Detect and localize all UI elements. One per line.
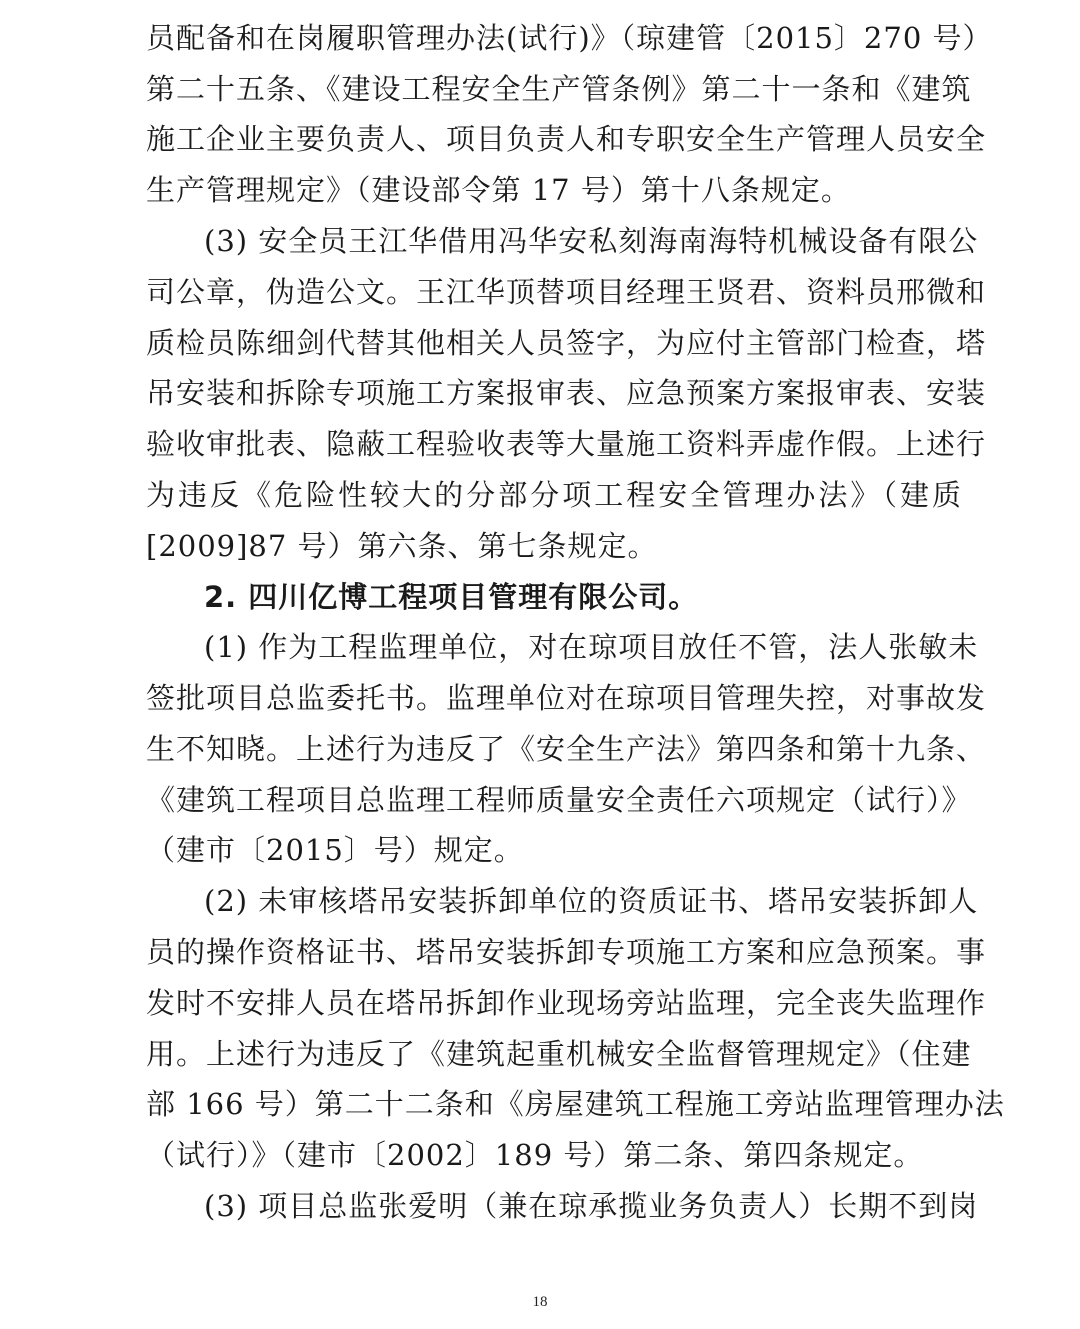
text-line: 部 166 号）第二十二条和《房屋建筑工程施工旁站监理管理办法 [146, 1087, 1005, 1121]
text-line: 施工企业主要负责人、项目负责人和专职安全生产管理人员安全 [146, 122, 987, 156]
text-line: (3) 项目总监张爱明（兼在琼承揽业务负责人）长期不到岗 [204, 1189, 979, 1223]
text-line: 发时不安排人员在塔吊拆卸作业现场旁站监理，完全丧失监理作 [146, 986, 987, 1020]
text-line: 司公章，伪造公文。王江华顶替项目经理王贤君、资料员邢微和 [146, 275, 987, 309]
text-line: (1) 作为工程监理单位，对在琼项目放任不管，法人张敏未 [204, 630, 979, 664]
text-line: 生不知晓。上述行为违反了《安全生产法》第四条和第十九条、 [146, 732, 987, 766]
text-line: （试行）》（建市〔2002〕189 号）第二条、第四条规定。 [146, 1138, 924, 1172]
text-line: 《建筑工程项目总监理工程师质量安全责任六项规定（试行）》 [146, 783, 972, 817]
text-line: 用。上述行为违反了《建筑起重机械安全监督管理规定》（住建 [146, 1037, 972, 1071]
text-line: 质检员陈细剑代替其他相关人员签字，为应付主管部门检查，塔 [146, 326, 987, 360]
text-line: 签批项目总监委托书。监理单位对在琼项目管理失控，对事故发 [146, 681, 987, 715]
text-line: 员配备和在岗履职管理办法(试行)》（琼建管〔2015〕270 号） [146, 21, 993, 55]
text-line: (3) 安全员王江华借用冯华安私刻海南海特机械设备有限公 [204, 224, 979, 258]
text-line: 吊安装和拆除专项施工方案报审表、应急预案方案报审表、安装 [146, 376, 987, 410]
section-heading: 2. 四川亿博工程项目管理有限公司。 [204, 580, 699, 614]
text-line: 验收审批表、隐蔽工程验收表等大量施工资料弄虚作假。上述行 [146, 427, 987, 461]
text-line: （建市〔2015〕号）规定。 [146, 833, 524, 867]
text-line: 生产管理规定》（建设部令第 17 号）第十八条规定。 [146, 173, 851, 207]
text-line: [2009]87 号）第六条、第七条规定。 [146, 529, 658, 563]
text-line: (2) 未审核塔吊安装拆卸单位的资质证书、塔吊安装拆卸人 [204, 884, 979, 918]
text-line: 员的操作资格证书、塔吊安装拆卸专项施工方案和应急预案。事 [146, 935, 987, 969]
text-line: 为违反《危险性较大的分部分项工程安全管理办法》（建质 [146, 478, 962, 512]
text-line: 第二十五条、《建设工程安全生产管条例》第二十一条和《建筑 [146, 72, 972, 106]
page-number: 18 [532, 1294, 548, 1310]
